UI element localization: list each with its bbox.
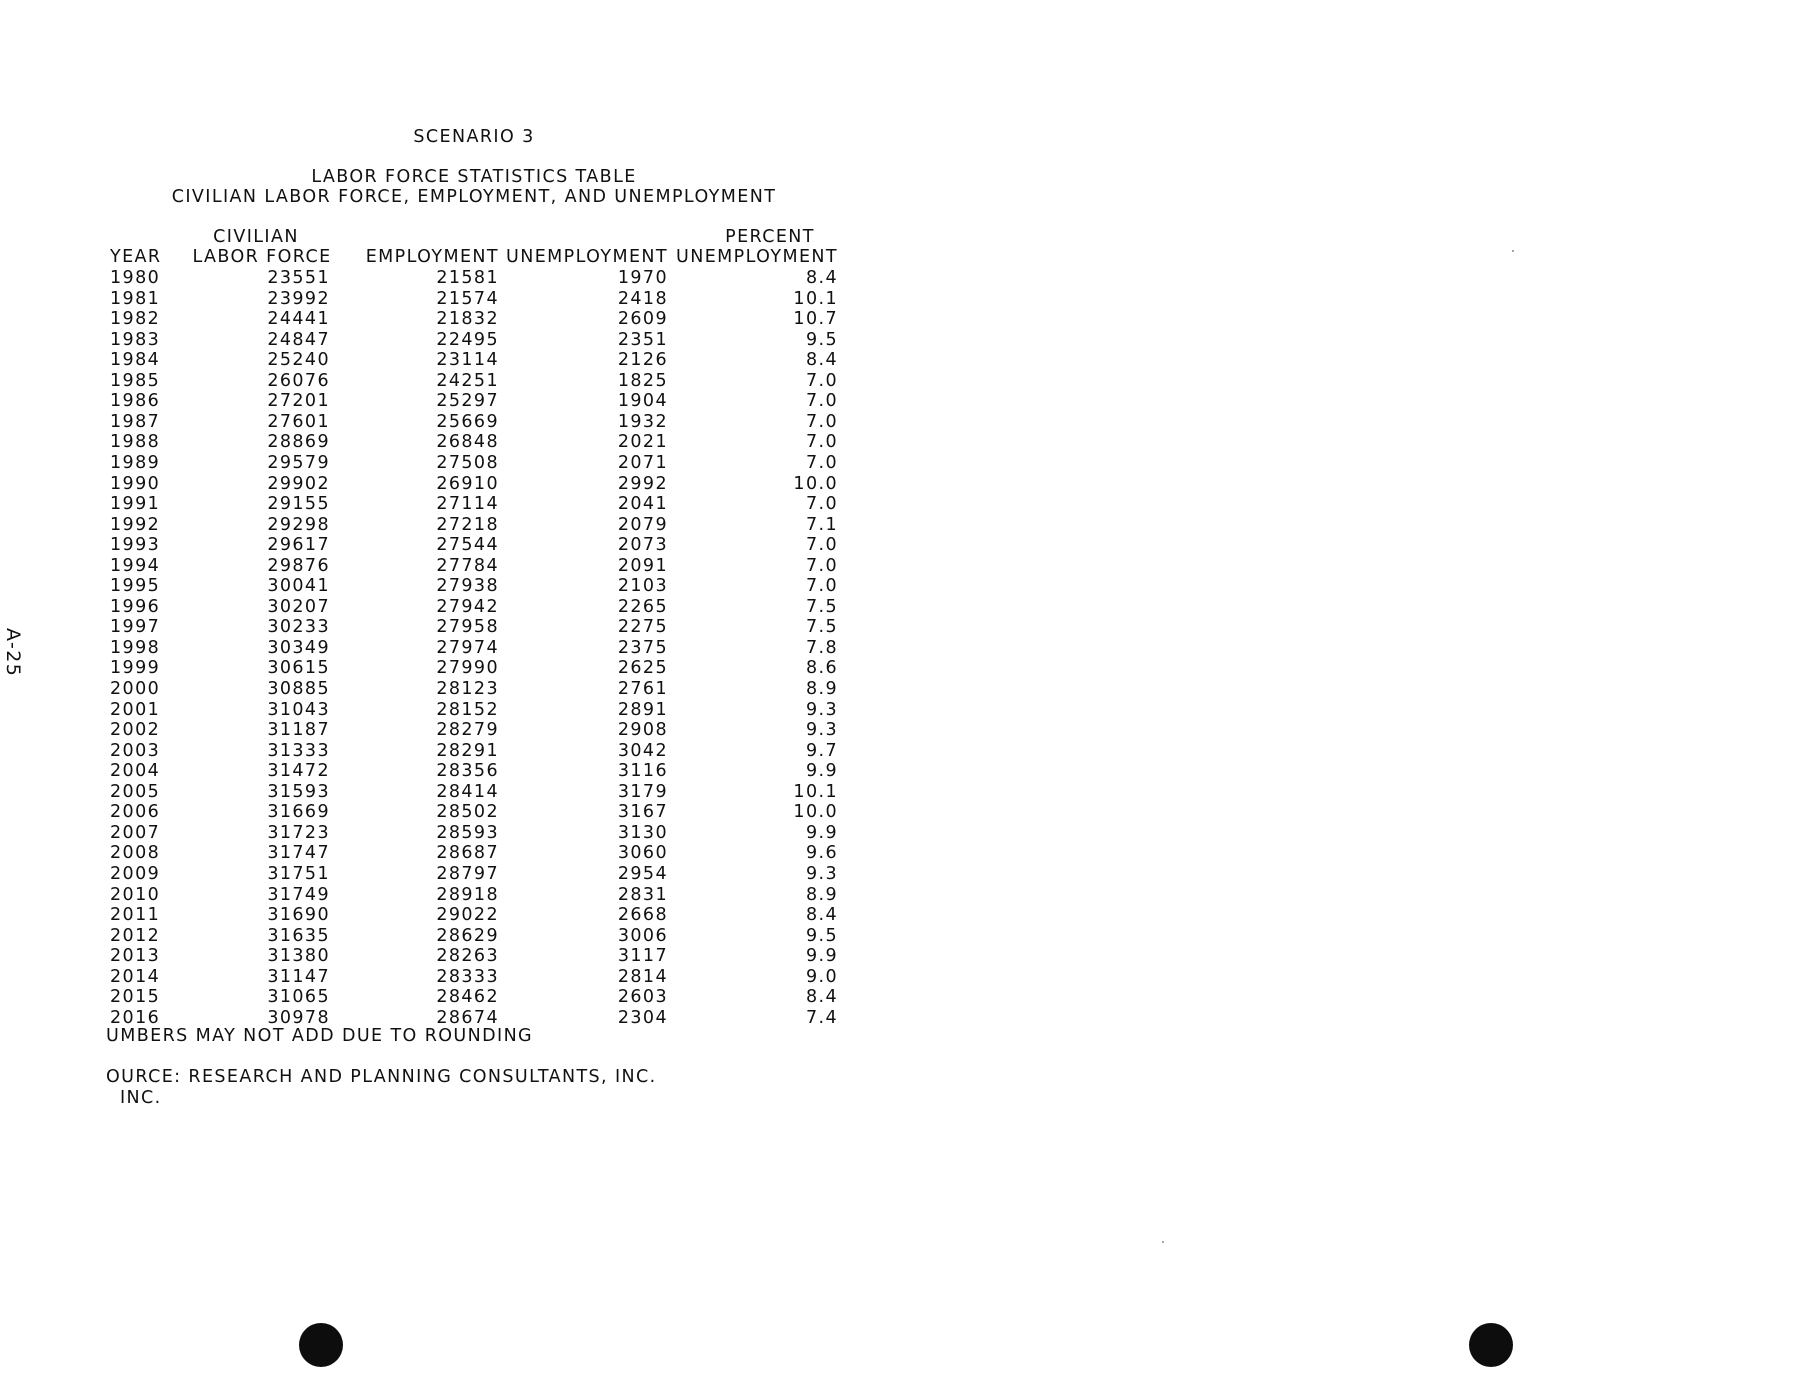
cell-year: 2009 xyxy=(110,863,161,884)
cell-employment: 27942 xyxy=(436,596,499,617)
table-row xyxy=(0,514,900,537)
header-percent: PERCENT xyxy=(725,227,815,247)
table-row xyxy=(0,966,900,989)
table-row xyxy=(0,763,900,783)
cell-percent-unemployment: 9.9 xyxy=(805,822,838,843)
table-row xyxy=(0,311,900,331)
cell-percent-unemployment: 9.9 xyxy=(805,946,838,967)
table-row xyxy=(0,370,900,393)
cell-labor-force: 31043 xyxy=(267,699,330,720)
cell-labor-force: 31690 xyxy=(267,905,330,926)
cell-employment: 28687 xyxy=(436,843,499,864)
cell-employment: 22495 xyxy=(436,329,499,350)
cell-year: 2010 xyxy=(110,884,161,905)
cell-labor-force: 30207 xyxy=(267,596,330,617)
cell-employment: 21581 xyxy=(436,268,499,288)
cell-labor-force: 30885 xyxy=(267,679,330,699)
cell-unemployment: 2103 xyxy=(617,576,668,597)
cell-unemployment: 2126 xyxy=(617,350,668,371)
cell-percent-unemployment: 9.3 xyxy=(805,720,838,741)
cell-employment: 26910 xyxy=(436,473,499,494)
cell-employment: 27958 xyxy=(436,617,499,638)
header-civilian: CIVILIAN xyxy=(213,227,299,247)
cell-unemployment: 2814 xyxy=(617,966,668,987)
cell-labor-force: 31472 xyxy=(267,761,330,782)
table-title: LABOR FORCE STATISTICS TABLE xyxy=(311,167,637,187)
cell-percent-unemployment: 7.8 xyxy=(805,637,838,658)
cell-year: 1982 xyxy=(110,309,161,330)
cell-percent-unemployment: 9.3 xyxy=(805,863,838,884)
cell-percent-unemployment: 10.0 xyxy=(793,473,838,494)
cell-employment: 29022 xyxy=(436,905,499,926)
cell-year: 2011 xyxy=(110,905,161,926)
table-row xyxy=(0,925,900,948)
cell-unemployment: 2304 xyxy=(617,1007,668,1028)
punch-hole-left xyxy=(299,1323,343,1367)
cell-labor-force: 27201 xyxy=(267,391,330,412)
cell-year: 1995 xyxy=(110,576,161,597)
table-row xyxy=(0,270,900,290)
rounding-note: UMBERS MAY NOT ADD DUE TO ROUNDING xyxy=(106,1026,534,1046)
cell-employment: 27508 xyxy=(436,452,499,473)
table-row xyxy=(0,699,900,722)
cell-year: 1994 xyxy=(110,555,161,576)
cell-year: 2003 xyxy=(110,740,161,761)
table-row xyxy=(0,411,900,434)
cell-percent-unemployment: 8.4 xyxy=(805,350,838,371)
table-row xyxy=(0,452,900,475)
cell-unemployment: 1904 xyxy=(617,391,668,412)
cell-percent-unemployment: 7.5 xyxy=(805,617,838,638)
scan-speck xyxy=(1512,250,1514,252)
cell-year: 2002 xyxy=(110,720,161,741)
cell-employment: 23114 xyxy=(436,350,499,371)
cell-labor-force: 29876 xyxy=(267,555,330,576)
cell-employment: 27974 xyxy=(436,637,499,658)
cell-labor-force: 23551 xyxy=(267,268,330,288)
table-row xyxy=(0,781,900,804)
cell-employment: 21574 xyxy=(436,288,499,309)
cell-labor-force: 30349 xyxy=(267,637,330,658)
cell-employment: 28123 xyxy=(436,679,499,699)
cell-unemployment: 3042 xyxy=(617,740,668,761)
table-row xyxy=(0,863,900,886)
header-labor-force: LABOR FORCE xyxy=(192,247,332,267)
cell-employment: 25669 xyxy=(436,411,499,432)
cell-percent-unemployment: 7.0 xyxy=(805,452,838,473)
cell-year: 1992 xyxy=(110,514,161,535)
cell-employment: 28462 xyxy=(436,987,499,1008)
cell-labor-force: 31593 xyxy=(267,781,330,802)
table-row xyxy=(0,845,900,865)
cell-labor-force: 29617 xyxy=(267,535,330,556)
table-row xyxy=(0,473,900,496)
cell-employment: 28291 xyxy=(436,740,499,761)
cell-unemployment: 2021 xyxy=(617,432,668,453)
cell-labor-force: 31187 xyxy=(267,720,330,741)
cell-year: 2007 xyxy=(110,822,161,843)
cell-unemployment: 1825 xyxy=(617,370,668,391)
cell-year: 2016 xyxy=(110,1007,161,1028)
header-year: YEAR xyxy=(110,247,162,267)
cell-percent-unemployment: 8.4 xyxy=(805,905,838,926)
cell-year: 1985 xyxy=(110,370,161,391)
scenario-label: SCENARIO 3 xyxy=(413,127,535,147)
table-row xyxy=(0,948,900,968)
cell-percent-unemployment: 7.0 xyxy=(805,494,838,515)
cell-percent-unemployment: 7.0 xyxy=(805,411,838,432)
cell-percent-unemployment: 9.9 xyxy=(805,761,838,782)
scan-speck xyxy=(1162,1241,1164,1243)
cell-unemployment: 2071 xyxy=(617,452,668,473)
cell-percent-unemployment: 10.1 xyxy=(793,781,838,802)
cell-unemployment: 3167 xyxy=(617,802,668,823)
cell-percent-unemployment: 7.1 xyxy=(805,514,838,535)
table-row xyxy=(0,578,900,598)
cell-employment: 28797 xyxy=(436,863,499,884)
cell-employment: 25297 xyxy=(436,391,499,412)
table-row xyxy=(0,822,900,845)
table-row xyxy=(0,288,900,311)
cell-employment: 28333 xyxy=(436,966,499,987)
cell-year: 2001 xyxy=(110,699,161,720)
cell-labor-force: 30615 xyxy=(267,658,330,679)
cell-employment: 24251 xyxy=(436,370,499,391)
table-row xyxy=(0,660,900,680)
cell-unemployment: 3179 xyxy=(617,781,668,802)
cell-employment: 28918 xyxy=(436,884,499,905)
cell-labor-force: 31333 xyxy=(267,740,330,761)
cell-year: 2012 xyxy=(110,925,161,946)
cell-labor-force: 31380 xyxy=(267,946,330,967)
cell-percent-unemployment: 9.7 xyxy=(805,740,838,761)
header-unemployment: UNEMPLOYMENT xyxy=(506,247,668,267)
cell-unemployment: 2831 xyxy=(617,884,668,905)
table-row xyxy=(0,434,900,454)
cell-employment: 27544 xyxy=(436,535,499,556)
cell-unemployment: 2668 xyxy=(617,905,668,926)
cell-year: 2000 xyxy=(110,679,161,699)
cell-year: 2008 xyxy=(110,843,161,864)
cell-unemployment: 3130 xyxy=(617,822,668,843)
cell-year: 1987 xyxy=(110,411,161,432)
cell-labor-force: 31749 xyxy=(267,884,330,905)
cell-year: 2004 xyxy=(110,761,161,782)
punch-hole-right xyxy=(1469,1323,1513,1367)
cell-percent-unemployment: 7.0 xyxy=(805,432,838,453)
cell-unemployment: 2073 xyxy=(617,535,668,556)
cell-employment: 27114 xyxy=(436,494,499,515)
cell-labor-force: 24441 xyxy=(267,309,330,330)
table-row xyxy=(0,329,900,352)
cell-unemployment: 2375 xyxy=(617,637,668,658)
cell-percent-unemployment: 9.6 xyxy=(805,843,838,864)
cell-year: 2005 xyxy=(110,781,161,802)
cell-labor-force: 30233 xyxy=(267,617,330,638)
cell-percent-unemployment: 7.0 xyxy=(805,555,838,576)
cell-year: 1989 xyxy=(110,452,161,473)
cell-employment: 28263 xyxy=(436,946,499,967)
header-employment: EMPLOYMENT xyxy=(365,247,499,267)
cell-unemployment: 2041 xyxy=(617,494,668,515)
cell-percent-unemployment: 9.3 xyxy=(805,699,838,720)
cell-unemployment: 3006 xyxy=(617,925,668,946)
cell-year: 1986 xyxy=(110,391,161,412)
cell-unemployment: 2079 xyxy=(617,514,668,535)
cell-employment: 27784 xyxy=(436,555,499,576)
cell-unemployment: 2609 xyxy=(617,309,668,330)
source-line: OURCE: RESEARCH AND PLANNING CONSULTANTS, INC. xyxy=(106,1067,657,1087)
cell-labor-force: 30041 xyxy=(267,576,330,597)
table-row xyxy=(0,619,900,639)
cell-employment: 27990 xyxy=(436,658,499,679)
source-continuation: INC. xyxy=(120,1088,162,1108)
cell-employment: 28414 xyxy=(436,781,499,802)
cell-year: 2013 xyxy=(110,946,161,967)
cell-unemployment: 2625 xyxy=(617,658,668,679)
cell-labor-force: 31635 xyxy=(267,925,330,946)
table-row xyxy=(0,989,900,1009)
cell-employment: 21832 xyxy=(436,309,499,330)
cell-employment: 26848 xyxy=(436,432,499,453)
cell-year: 1991 xyxy=(110,494,161,515)
cell-employment: 28279 xyxy=(436,720,499,741)
cell-employment: 28593 xyxy=(436,822,499,843)
table-row xyxy=(0,393,900,413)
cell-year: 1998 xyxy=(110,637,161,658)
cell-labor-force: 26076 xyxy=(267,370,330,391)
cell-percent-unemployment: 8.9 xyxy=(805,884,838,905)
cell-year: 1984 xyxy=(110,350,161,371)
table-row xyxy=(0,496,900,516)
cell-year: 1993 xyxy=(110,535,161,556)
cell-percent-unemployment: 8.6 xyxy=(805,658,838,679)
cell-unemployment: 3060 xyxy=(617,843,668,864)
cell-labor-force: 31669 xyxy=(267,802,330,823)
cell-labor-force: 31147 xyxy=(267,966,330,987)
cell-employment: 28356 xyxy=(436,761,499,782)
cell-unemployment: 2603 xyxy=(617,987,668,1008)
cell-labor-force: 24847 xyxy=(267,329,330,350)
cell-labor-force: 23992 xyxy=(267,288,330,309)
cell-unemployment: 2275 xyxy=(617,617,668,638)
cell-year: 1996 xyxy=(110,596,161,617)
cell-percent-unemployment: 7.0 xyxy=(805,576,838,597)
cell-year: 1999 xyxy=(110,658,161,679)
cell-unemployment: 2954 xyxy=(617,863,668,884)
table-row xyxy=(0,722,900,742)
cell-labor-force: 29579 xyxy=(267,452,330,473)
cell-unemployment: 2091 xyxy=(617,555,668,576)
table-row xyxy=(0,637,900,660)
cell-percent-unemployment: 7.0 xyxy=(805,370,838,391)
cell-employment: 28502 xyxy=(436,802,499,823)
cell-labor-force: 31723 xyxy=(267,822,330,843)
cell-labor-force: 31747 xyxy=(267,843,330,864)
cell-unemployment: 2992 xyxy=(617,473,668,494)
table-subtitle: CIVILIAN LABOR FORCE, EMPLOYMENT, AND UNEMPLOYMENT xyxy=(171,187,777,207)
cell-unemployment: 2761 xyxy=(617,679,668,699)
cell-labor-force: 27601 xyxy=(267,411,330,432)
cell-percent-unemployment: 10.1 xyxy=(793,288,838,309)
header-percent-unemployment: UNEMPLOYMENT xyxy=(676,247,838,267)
cell-unemployment: 1970 xyxy=(617,268,668,288)
cell-labor-force: 29155 xyxy=(267,494,330,515)
table-row xyxy=(0,804,900,824)
table-row xyxy=(0,681,900,701)
cell-employment: 27218 xyxy=(436,514,499,535)
cell-labor-force: 31065 xyxy=(267,987,330,1008)
cell-employment: 28674 xyxy=(436,1007,499,1028)
cell-year: 1997 xyxy=(110,617,161,638)
table-row xyxy=(0,596,900,619)
cell-year: 2006 xyxy=(110,802,161,823)
cell-labor-force: 31751 xyxy=(267,863,330,884)
cell-employment: 28152 xyxy=(436,699,499,720)
cell-year: 2014 xyxy=(110,966,161,987)
table-row xyxy=(0,555,900,578)
cell-percent-unemployment: 7.4 xyxy=(805,1007,838,1028)
cell-labor-force: 30978 xyxy=(267,1007,330,1028)
cell-unemployment: 2908 xyxy=(617,720,668,741)
cell-percent-unemployment: 9.0 xyxy=(805,966,838,987)
cell-labor-force: 29902 xyxy=(267,473,330,494)
table-row xyxy=(0,352,900,372)
cell-employment: 28629 xyxy=(436,925,499,946)
cell-unemployment: 2351 xyxy=(617,329,668,350)
cell-unemployment: 1932 xyxy=(617,411,668,432)
cell-labor-force: 25240 xyxy=(267,350,330,371)
cell-percent-unemployment: 10.7 xyxy=(793,309,838,330)
cell-percent-unemployment: 7.5 xyxy=(805,596,838,617)
table-row xyxy=(0,740,900,763)
cell-year: 1983 xyxy=(110,329,161,350)
cell-percent-unemployment: 10.0 xyxy=(793,802,838,823)
table-row xyxy=(0,907,900,927)
cell-labor-force: 29298 xyxy=(267,514,330,535)
cell-unemployment: 2265 xyxy=(617,596,668,617)
cell-percent-unemployment: 8.4 xyxy=(805,987,838,1008)
cell-unemployment: 2891 xyxy=(617,699,668,720)
cell-unemployment: 3116 xyxy=(617,761,668,782)
cell-year: 1990 xyxy=(110,473,161,494)
table-row xyxy=(0,537,900,557)
cell-year: 1988 xyxy=(110,432,161,453)
cell-percent-unemployment: 7.0 xyxy=(805,535,838,556)
cell-year: 2015 xyxy=(110,987,161,1008)
table-row xyxy=(0,884,900,907)
cell-unemployment: 3117 xyxy=(617,946,668,967)
cell-percent-unemployment: 9.5 xyxy=(805,329,838,350)
cell-year: 1981 xyxy=(110,288,161,309)
cell-unemployment: 2418 xyxy=(617,288,668,309)
page-number: A-25 xyxy=(2,628,24,678)
cell-labor-force: 28869 xyxy=(267,432,330,453)
cell-employment: 27938 xyxy=(436,576,499,597)
cell-percent-unemployment: 8.4 xyxy=(805,268,838,288)
cell-percent-unemployment: 7.0 xyxy=(805,391,838,412)
cell-percent-unemployment: 9.5 xyxy=(805,925,838,946)
cell-year: 1980 xyxy=(110,268,161,288)
cell-percent-unemployment: 8.9 xyxy=(805,679,838,699)
